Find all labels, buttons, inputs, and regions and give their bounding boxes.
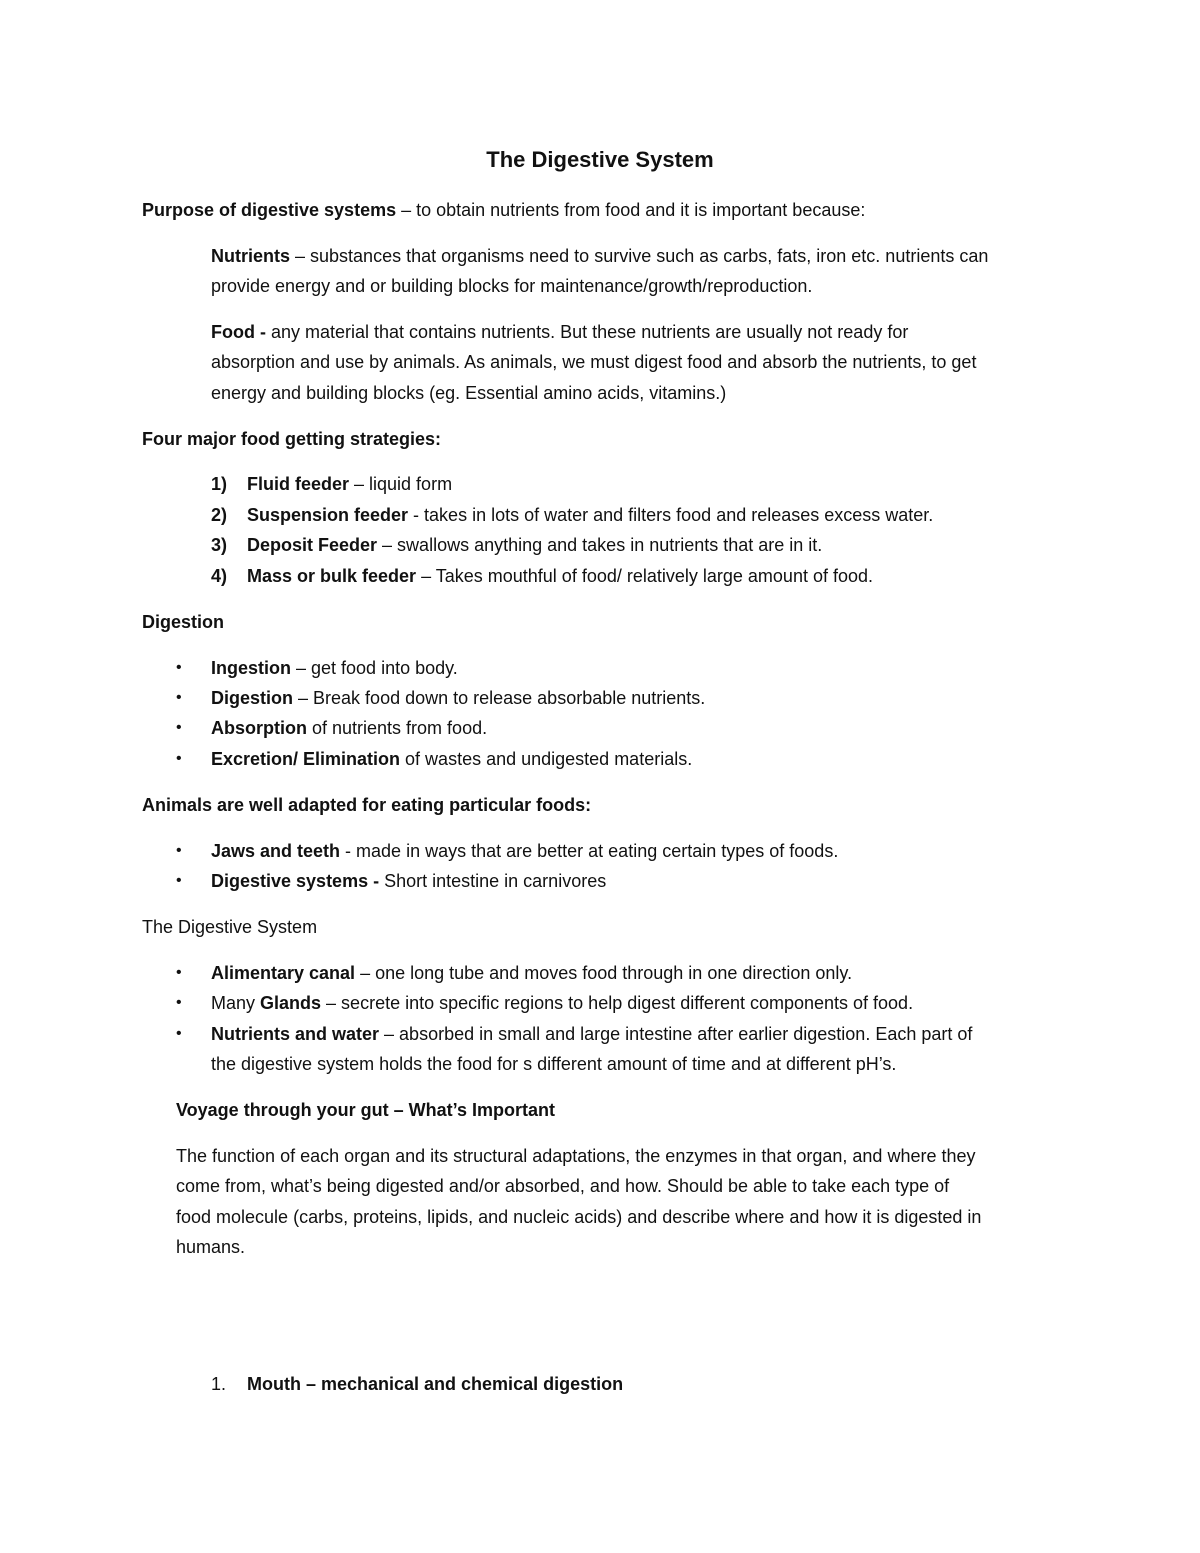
digestion-text: – Break food down to release absorbable nutrients. bbox=[293, 688, 706, 708]
voyage-heading: Voyage through your gut – What’s Important bbox=[176, 1100, 556, 1120]
purpose-label: Purpose of digestive systems bbox=[142, 200, 397, 220]
digestion-label: Digestion bbox=[211, 688, 294, 708]
food-text-1: any material that contains nutrients. But these nutrients are usually not ready for bbox=[265, 322, 909, 342]
adapted-heading: Animals are well adapted for eating particular foods: bbox=[142, 795, 592, 815]
system-text: – absorbed in small and large intestine after earlier digestion. Each part of bbox=[379, 1024, 973, 1044]
digestion-label: Excretion/ Elimination bbox=[211, 749, 401, 769]
adapted-text: - made in ways that are better at eating certain types of foods. bbox=[340, 841, 839, 861]
list-item bbox=[211, 991, 913, 1015]
bullet-icon: • bbox=[176, 719, 182, 736]
strategy-label: Fluid feeder bbox=[247, 474, 350, 494]
bullet-icon: • bbox=[176, 842, 182, 859]
list-item bbox=[211, 961, 852, 985]
list-item bbox=[211, 869, 606, 893]
voyage-line: The function of each organ and its structural adaptations, the enzymes in that organ, and where they bbox=[176, 1146, 976, 1166]
digestion-label: Absorption bbox=[211, 718, 307, 738]
list-item bbox=[211, 1022, 972, 1046]
digestion-text: – get food into body. bbox=[291, 658, 458, 678]
nutrients-line-1 bbox=[211, 244, 988, 268]
system-label: Glands bbox=[260, 993, 322, 1013]
nutrients-label: Nutrients bbox=[211, 246, 291, 266]
food-line-3: energy and building blocks (eg. Essential amino acids, vitamins.) bbox=[211, 383, 727, 403]
strategy-text: – swallows anything and takes in nutrients that are in it. bbox=[377, 535, 823, 555]
list-item bbox=[247, 564, 873, 588]
strategy-label: Mass or bulk feeder bbox=[247, 566, 417, 586]
list-item bbox=[211, 656, 458, 680]
strategy-text: – Takes mouthful of food/ relatively large amount of food. bbox=[416, 566, 873, 586]
list-item bbox=[247, 533, 822, 557]
bullet-icon: • bbox=[176, 659, 182, 676]
bullet-icon: • bbox=[176, 689, 182, 706]
digestion-text: of nutrients from food. bbox=[307, 718, 488, 738]
bullet-icon: • bbox=[176, 750, 182, 767]
list-item bbox=[211, 839, 838, 863]
list-item bbox=[247, 472, 452, 496]
mouth-number: 1. bbox=[211, 1374, 227, 1394]
list-number: 3) bbox=[211, 535, 228, 555]
strategy-text: – liquid form bbox=[349, 474, 453, 494]
nutrients-text-1: – substances that organisms need to survive such as carbs, fats, iron etc. nutrients can bbox=[290, 246, 989, 266]
list-number: 1) bbox=[211, 474, 228, 494]
nutrients-line-2: provide energy and or building blocks for maintenance/growth/reproduction. bbox=[211, 276, 813, 296]
adapted-text: Short intestine in carnivores bbox=[379, 871, 607, 891]
mouth-heading: Mouth – mechanical and chemical digestion bbox=[247, 1374, 624, 1394]
strategy-label: Suspension feeder bbox=[247, 505, 409, 525]
system-heading: The Digestive System bbox=[142, 917, 318, 937]
system-label: Alimentary canal bbox=[211, 963, 356, 983]
system-label: Nutrients and water bbox=[211, 1024, 380, 1044]
voyage-line: come from, what’s being digested and/or absorbed, and how. Should be able to take each type of bbox=[176, 1176, 950, 1196]
list-item bbox=[211, 716, 487, 740]
voyage-line: food molecule (carbs, proteins, lipids, and nucleic acids) and describe where and how it is digested in bbox=[176, 1207, 982, 1227]
food-line-2: absorption and use by animals. As animals, we must digest food and absorb the nutrients, to get bbox=[211, 352, 977, 372]
strategy-label: Deposit Feeder bbox=[247, 535, 378, 555]
purpose-text: – to obtain nutrients from food and it is important because: bbox=[396, 200, 866, 220]
system-pre: Many bbox=[211, 993, 261, 1013]
adapted-label: Digestive systems - bbox=[211, 871, 380, 891]
digestion-heading: Digestion bbox=[142, 612, 225, 632]
bullet-icon: • bbox=[176, 994, 182, 1011]
digestion-text: of wastes and undigested materials. bbox=[400, 749, 693, 769]
system-text: – secrete into specific regions to help digest different components of food. bbox=[321, 993, 914, 1013]
bullet-icon: • bbox=[176, 1025, 182, 1042]
strategies-heading: Four major food getting strategies: bbox=[142, 429, 442, 449]
strategy-text: - takes in lots of water and filters food and releases excess water. bbox=[408, 505, 934, 525]
system-text: – one long tube and moves food through in one direction only. bbox=[355, 963, 853, 983]
adapted-label: Jaws and teeth bbox=[211, 841, 341, 861]
list-item bbox=[211, 747, 692, 771]
list-number: 4) bbox=[211, 566, 228, 586]
page-title: The Digestive System bbox=[486, 147, 714, 172]
digestion-label: Ingestion bbox=[211, 658, 291, 678]
list-number: 2) bbox=[211, 505, 228, 525]
system-continuation: the digestive system holds the food for s different amount of time and at different pH’s. bbox=[211, 1054, 897, 1074]
bullet-icon: • bbox=[176, 872, 182, 889]
food-label: Food - bbox=[211, 322, 266, 342]
purpose-line bbox=[142, 198, 865, 222]
bullet-icon: • bbox=[176, 964, 182, 981]
voyage-line: humans. bbox=[176, 1237, 246, 1257]
list-item bbox=[247, 503, 933, 527]
food-line-1 bbox=[211, 320, 908, 344]
list-item bbox=[211, 686, 705, 710]
